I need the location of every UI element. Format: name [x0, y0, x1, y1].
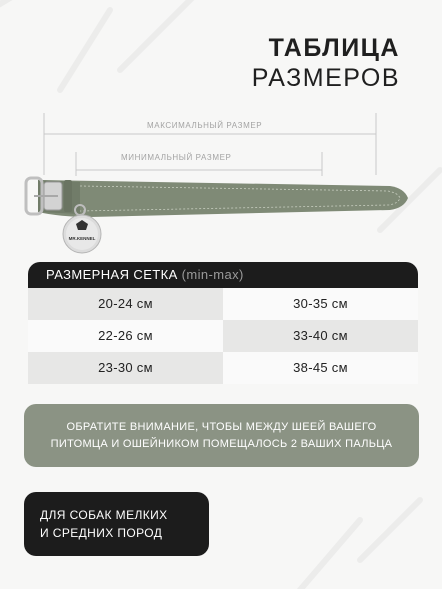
collar-strap: [38, 180, 408, 217]
table-header: [28, 262, 418, 288]
size-table: [28, 262, 418, 384]
max-size-label: МАКСИМАЛЬНЫЙ РАЗМЕР: [147, 121, 263, 130]
breed-badge-line-1: ДЛЯ СОБАК МЕЛКИХ: [40, 508, 168, 522]
collar-illustration: [20, 172, 420, 262]
table-cell: 22-26 см: [28, 320, 223, 352]
table-cell: 20-24 см: [28, 288, 223, 320]
breed-badge: [24, 492, 209, 556]
table-header-note: (min-max): [181, 267, 244, 282]
table-cell: 30-35 см: [223, 288, 418, 320]
table-header-title: РАЗМЕРНАЯ СЕТКА: [46, 267, 178, 282]
title-line-1: ТАБЛИЦА: [268, 34, 400, 62]
table-cell: 23-30 см: [28, 352, 223, 384]
tag-brand: MR.KENNEL: [68, 236, 96, 241]
table-body: [28, 288, 418, 384]
breed-badge-line-2: И СРЕДНИХ ПОРОД: [40, 526, 163, 540]
title-line-2: РАЗМЕРОВ: [251, 64, 400, 92]
fit-note: [24, 404, 419, 467]
table-cell: 33-40 см: [223, 320, 418, 352]
buckle: [26, 178, 72, 214]
fit-note-line-2: ПИТОМЦА И ОШЕЙНИКОМ ПОМЕЩАЛОСЬ 2 ВАШИХ ПАЛЬЦА: [50, 437, 393, 450]
min-size-label: МИНИМАЛЬНЫЙ РАЗМЕР: [121, 153, 232, 162]
table-cell: 38-45 см: [223, 352, 418, 384]
fit-note-line-1: ОБРАТИТЕ ВНИМАНИЕ, ЧТОБЫ МЕЖДУ ШЕЕЙ ВАШЕГО: [66, 420, 377, 433]
